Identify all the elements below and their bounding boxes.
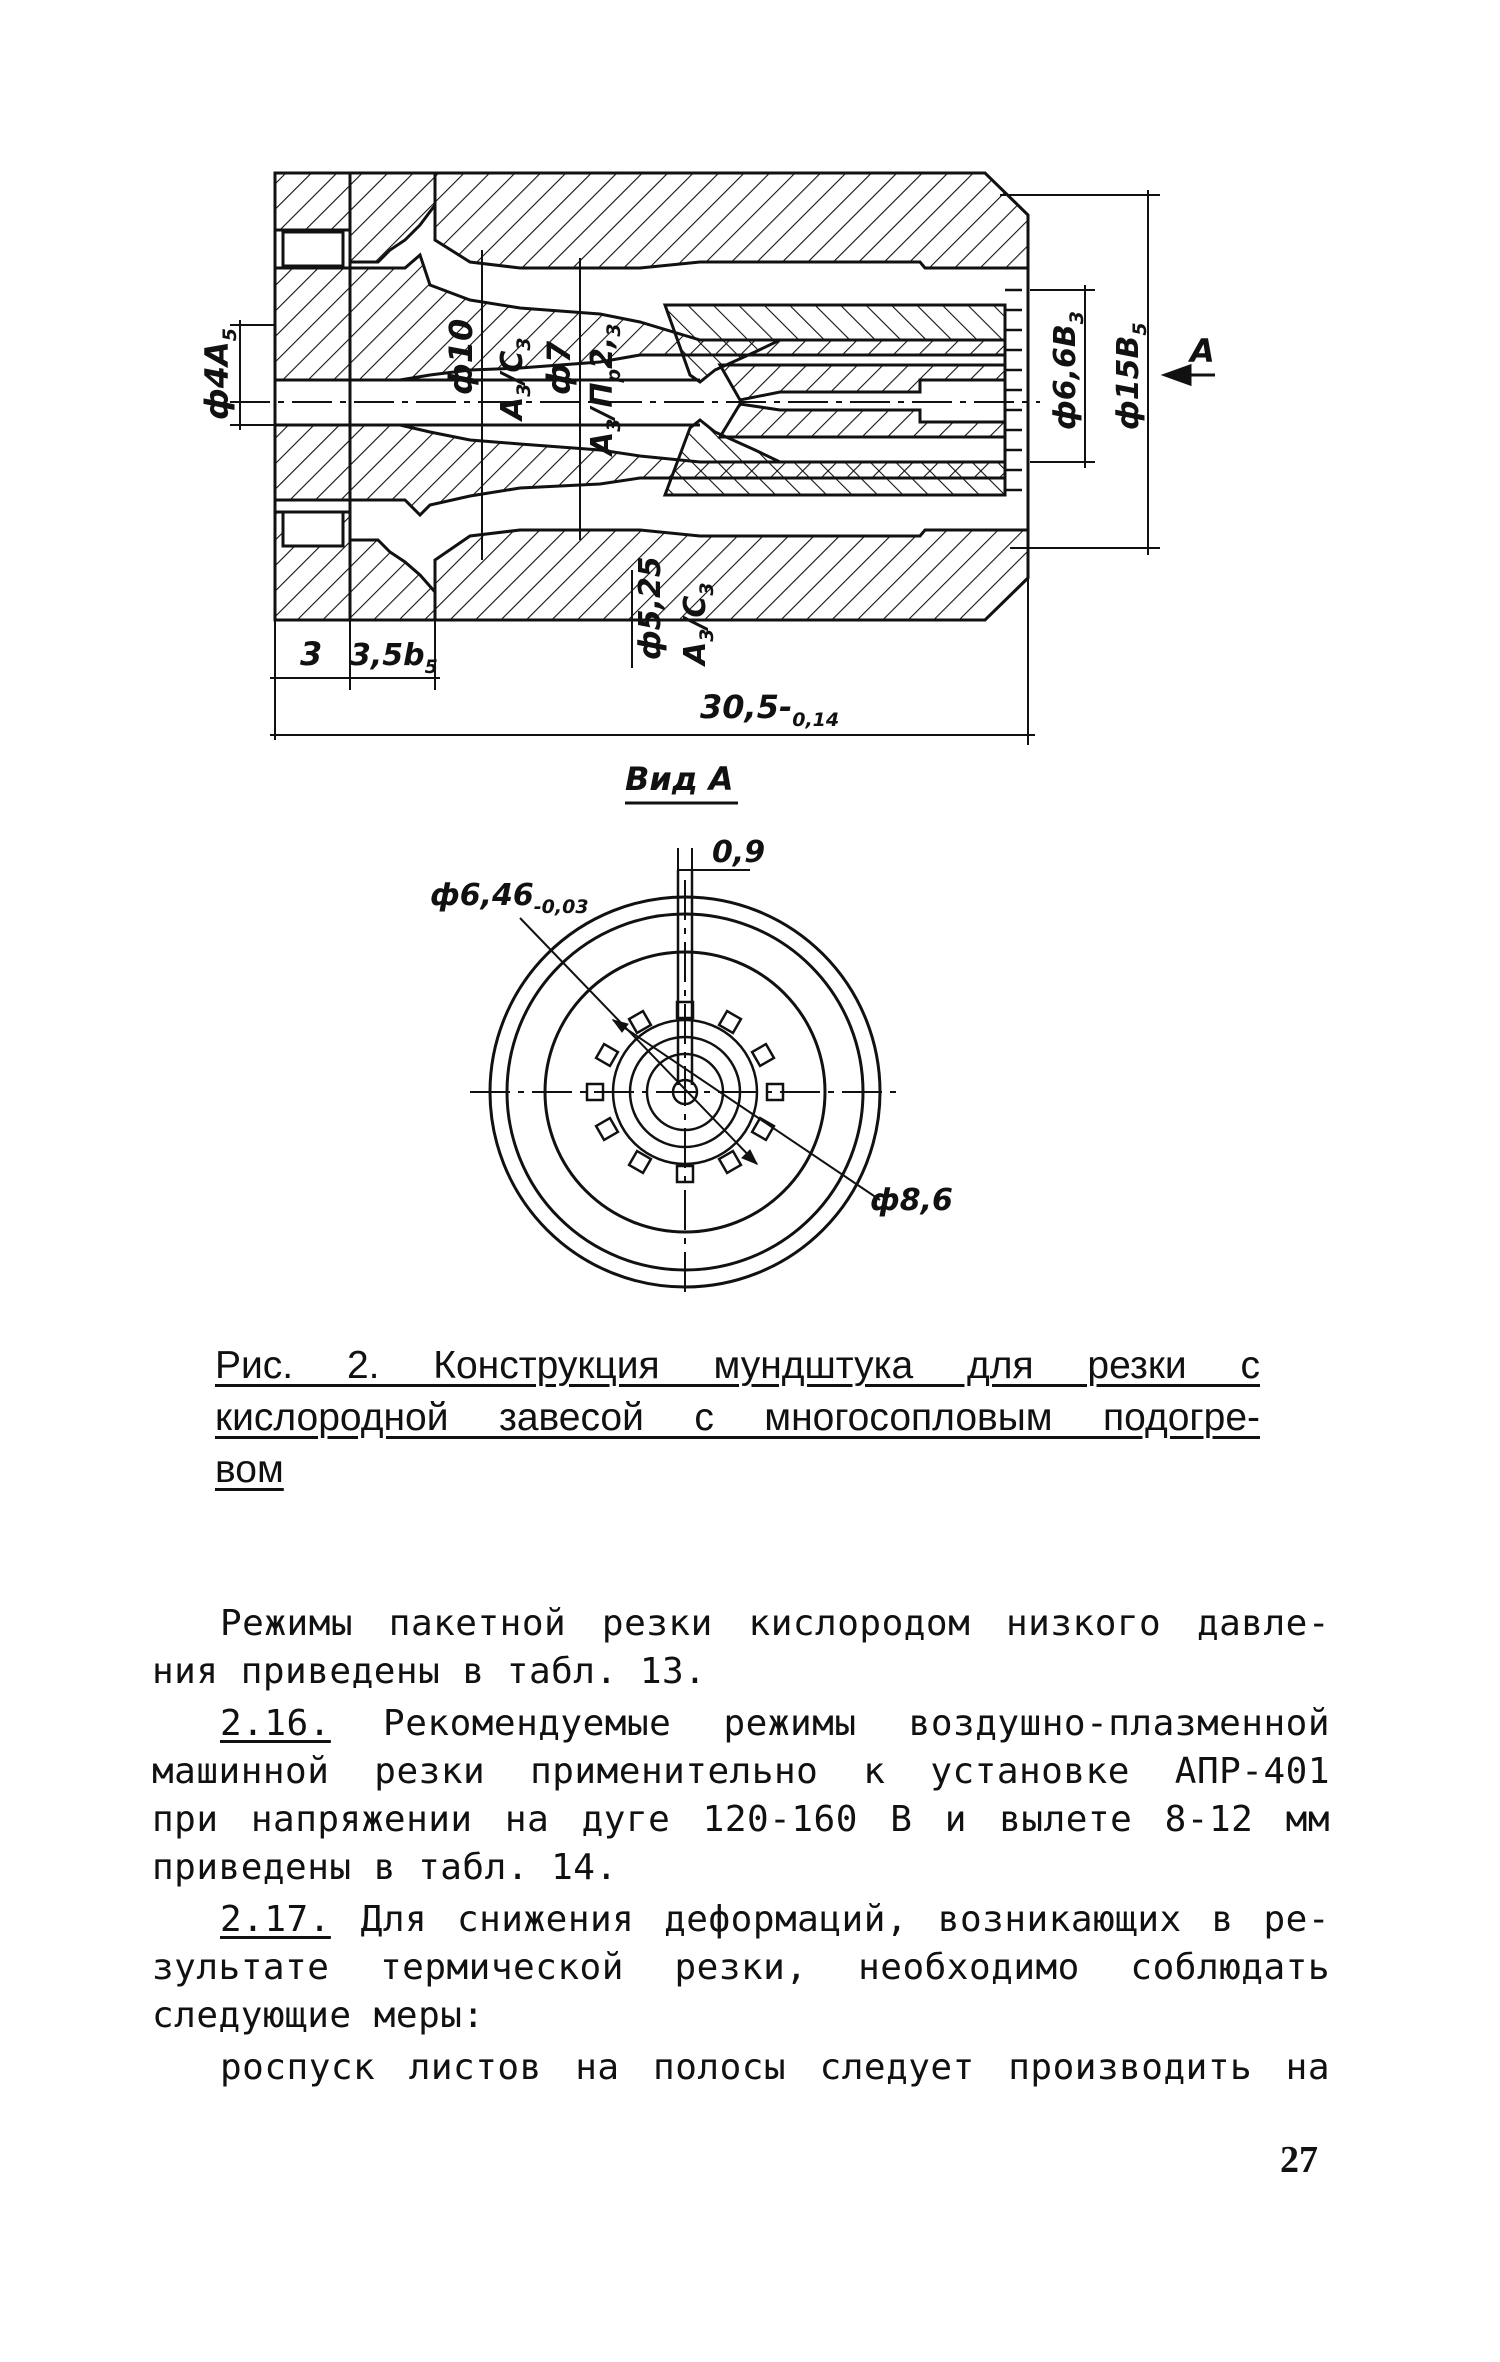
svg-text:А3/Пр2,3: $А_3/П_р2,_3$ (585, 323, 625, 455)
svg-text:ф15В5: $ф15В_5$ (1111, 322, 1151, 430)
dim-len-35: 3,5b (350, 638, 425, 673)
p1-line-2: ния приведены в табл. 13. (152, 1651, 707, 1692)
p4-line-1: роспуск листов на полосы следует производить на (220, 2047, 1330, 2088)
dim-d4: ф4А (198, 341, 236, 420)
section-body-bottom (435, 530, 1028, 620)
svg-text:ф6,46-0,03: $ф6,46_{-0,03}$ (430, 878, 589, 918)
dim-d525: ф5,25 (633, 556, 668, 660)
section-insert-core-top (720, 365, 1005, 400)
caption-line-2: кислородной завесой с многосопловым подогре- (215, 1396, 1260, 1439)
svg-text:А3/C3: $А_3/C_3$ (495, 337, 535, 420)
p3-line-1: 2.17. Для снижения деформаций, возникающих в ре- (220, 1899, 1330, 1940)
dim-len-305: 30,5- (700, 688, 793, 726)
page-number: 27 (1280, 2139, 1318, 2181)
nozzle-tips (1005, 290, 1022, 490)
p1-line-1: Режимы пакетной резки кислородом низкого давле- (220, 1603, 1330, 1644)
dim-d66: ф6,6В (1048, 324, 1083, 430)
p3-line-3: следующие меры: (152, 1995, 485, 2036)
figure-caption (215, 1340, 1260, 1496)
section-body-top (435, 173, 1028, 268)
dim-d646: ф6,46 (430, 878, 534, 913)
svg-text:А3/C3: $А_3/C_3$ (678, 582, 718, 665)
dim-len-3: 3 (300, 635, 323, 673)
dim-slot: 0,9 (712, 835, 766, 870)
section-insert-core-bottom (720, 404, 1005, 437)
view-a-title: Вид А (625, 760, 734, 798)
dim-d10: ф10 (442, 318, 480, 395)
p3-number: 2.17. (220, 1899, 331, 1940)
p2-line-4: приведены в табл. 14. (152, 1847, 618, 1888)
svg-text:ф4А5: $ф4А_5$ (198, 327, 241, 420)
svg-text:3,5b5: $3,5b_5$ (350, 638, 438, 678)
view-arrow-label: А (1190, 332, 1215, 370)
p2-line-3: при напряжении на дуге 120-160 В и вылете 8-12 мм (152, 1799, 1330, 1840)
p3-line-2: зультате термической резки, необходимо соблюдать (152, 1947, 1330, 1988)
dim-d7: ф7 (540, 340, 578, 395)
p2-line-2: машинной резки применительно к установке АПР-401 (152, 1751, 1330, 1792)
svg-text:30,5-0,14: $30,5-_{0,14}$ (700, 688, 840, 731)
p2-line-1: 2.16. Рекомендуемые режимы воздушно-плазменной (220, 1703, 1330, 1744)
p2-number: 2.16. (220, 1703, 331, 1744)
svg-text:ф6,6В3: $ф6,6В_3$ (1048, 310, 1088, 430)
caption-line-3: вом (215, 1448, 284, 1491)
dim-d86: ф8,6 (870, 1183, 953, 1218)
caption-line-1: Рис. 2. Конструкция мундштука для резки с (215, 1344, 1260, 1387)
dim-d15: ф15В (1111, 335, 1146, 430)
